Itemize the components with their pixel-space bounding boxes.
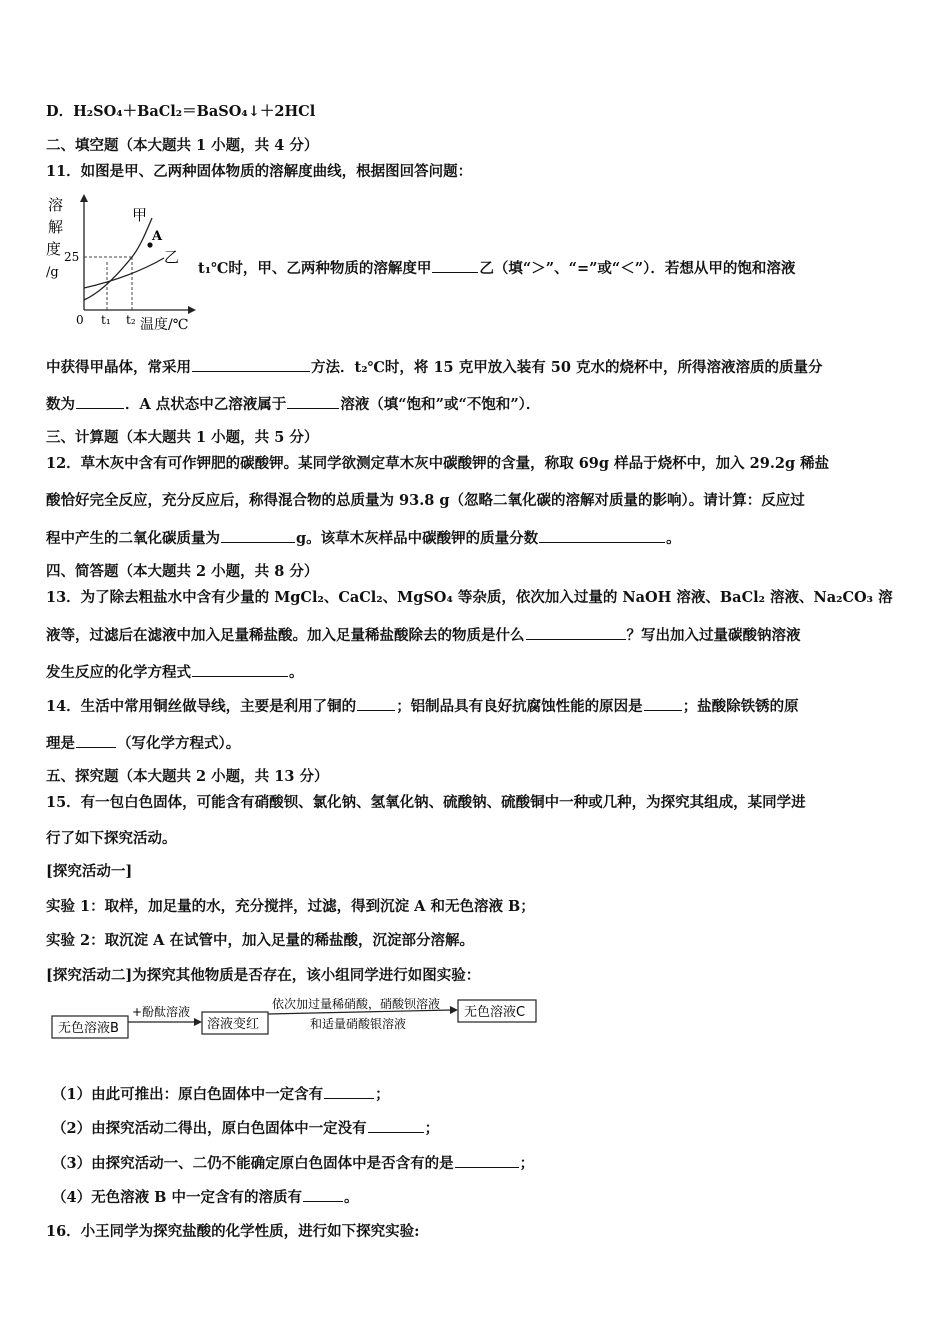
flow-arrow-1-label: +酚酞溶液 bbox=[132, 1005, 191, 1019]
answer-blank[interactable] bbox=[644, 696, 682, 711]
q14-text-e: （写化学方程式）。 bbox=[117, 735, 241, 752]
answer-blank[interactable] bbox=[76, 394, 124, 409]
answer-blank[interactable] bbox=[357, 696, 395, 711]
q11-text-d: 方法．t₂℃时，将 15 克甲放入装有 50 克水的烧杯中，所得溶液溶质的质量分 bbox=[311, 359, 823, 376]
ylabel-4: /g bbox=[46, 265, 59, 280]
flow-arrow-2-bottom: 和适量硝酸银溶液 bbox=[310, 1017, 407, 1031]
sub-question-2 bbox=[52, 1118, 439, 1139]
answer-blank[interactable] bbox=[76, 733, 116, 748]
y-tick-25: 25 bbox=[64, 250, 80, 264]
q11-line1 bbox=[198, 258, 795, 279]
x-axis-label: 温度/℃ bbox=[140, 317, 189, 332]
curve-yi bbox=[84, 258, 164, 288]
point-a-label: A bbox=[152, 229, 163, 244]
sub-question-4 bbox=[52, 1187, 358, 1208]
q13-text-d: 。 bbox=[289, 664, 304, 681]
q11-text-c: 中获得甲晶体，常采用 bbox=[46, 359, 191, 376]
curve-jia bbox=[84, 218, 152, 300]
q11-text-e: 数为 bbox=[46, 396, 75, 413]
section-3-title: 三、计算题（本大题共 1 小题，共 5 分） bbox=[46, 429, 319, 446]
section-4-title: 四、简答题（本大题共 2 小题，共 8 分） bbox=[46, 563, 319, 580]
x-axis-arrow bbox=[188, 306, 196, 314]
experiment-1: 实验 1：取样，加足量的水，充分搅拌，过滤，得到沉淀 A 和无色溶液 B； bbox=[46, 898, 535, 915]
answer-blank[interactable] bbox=[539, 528, 665, 543]
q11-stem: 11．如图是甲、乙两种固体物质的溶解度曲线，根据图回答问题： bbox=[46, 163, 473, 180]
q11-text-f: ．A 点状态中乙溶液属于 bbox=[125, 396, 287, 413]
sub3-text: （3）由探究活动一、二仍不能确定原白色固体中是否含有的是 bbox=[52, 1155, 454, 1172]
section-2-title: 二、填空题（本大题共 1 小题，共 4 分） bbox=[46, 137, 319, 154]
flow-arrowhead-1 bbox=[194, 1018, 202, 1026]
ylabel-3: 度 bbox=[46, 240, 62, 258]
q14-text-c: ；盐酸除铁锈的原 bbox=[682, 698, 799, 715]
q12-text-a: 程中产生的二氧化碳质量为 bbox=[46, 530, 220, 547]
answer-blank[interactable] bbox=[221, 528, 295, 543]
activity-1-title: [探究活动一] bbox=[46, 863, 133, 880]
q15-line1: 15．有一包白色固体，可能含有硝酸钡、氯化钠、氢氧化钠、硫酸钠、硫酸铜中一种或几种，为探究其组成，某同学进 bbox=[46, 794, 806, 811]
answer-blank[interactable] bbox=[526, 625, 626, 640]
x-tick-t2: t₂ bbox=[126, 313, 136, 327]
flow-box-1-label: 无色溶液B bbox=[58, 1021, 119, 1036]
sub2-end: ； bbox=[424, 1120, 440, 1137]
flow-box-2-label: 溶液变红 bbox=[207, 1017, 260, 1032]
sub4-text: （4）无色溶液 B 中一定含有的溶质有 bbox=[52, 1189, 302, 1206]
curve-jia-label: 甲 bbox=[132, 206, 148, 224]
experiment-flow-diagram bbox=[46, 996, 566, 1048]
sub1-end: ； bbox=[375, 1086, 390, 1103]
q15-line2: 行了如下探究活动。 bbox=[46, 830, 177, 847]
y-axis-arrow bbox=[80, 194, 88, 202]
q13-line1: 13．为了除去粗盐水中含有少量的 MgCl₂、CaCl₂、MgSO₄ 等杂质，依次加入过量的 NaOH 溶液、BaCl₂ 溶液、Na₂CO₃ 溶 bbox=[46, 589, 893, 606]
answer-blank[interactable] bbox=[324, 1084, 374, 1099]
q14-text-a: 14．生活中常用铜丝做导线，主要是利用了铜的 bbox=[46, 698, 357, 715]
q11-text-a: t₁℃时，甲、乙两种物质的溶解度甲 bbox=[198, 260, 432, 277]
q13-line3 bbox=[46, 662, 304, 683]
section-5-title: 五、探究题（本大题共 2 小题，共 13 分） bbox=[46, 768, 329, 785]
origin-label: 0 bbox=[76, 313, 84, 327]
answer-blank[interactable] bbox=[303, 1187, 343, 1202]
flow-box-3-label: 无色溶液C bbox=[464, 1005, 526, 1020]
q14-line2 bbox=[46, 733, 240, 754]
experiment-2: 实验 2：取沉淀 A 在试管中，加入足量的稀盐酸，沉淀部分溶解。 bbox=[46, 932, 474, 949]
q12-text-c: 。 bbox=[666, 530, 681, 547]
x-tick-t1: t₁ bbox=[101, 313, 111, 327]
answer-blank[interactable] bbox=[455, 1153, 519, 1168]
q13-text-c: 发生反应的化学方程式 bbox=[46, 664, 191, 681]
q12-line2: 酸恰好完全反应，充分反应后，称得混合物的总质量为 93.8 g（忽略二氧化碳的溶解对质量的影响）。请计算：反应过 bbox=[46, 492, 805, 509]
q11-line2 bbox=[46, 357, 822, 378]
q16: 16．小王同学为探究盐酸的化学性质，进行如下探究实验: bbox=[46, 1223, 420, 1240]
q13-text-a: 液等，过滤后在滤液中加入足量稀盐酸。加入足量稀盐酸除去的物质是什么 bbox=[46, 627, 525, 644]
q14-text-b: ；铝制品具有良好抗腐蚀性能的原因是 bbox=[396, 698, 643, 715]
q11-line3 bbox=[46, 394, 540, 415]
sub2-text: （2）由探究活动二得出，原白色固体中一定没有 bbox=[52, 1120, 367, 1137]
q13-line2 bbox=[46, 625, 801, 646]
option-d: D．H₂SO₄＋BaCl₂＝BaSO₄↓＋2HCl bbox=[46, 103, 316, 120]
sub-question-3 bbox=[52, 1153, 534, 1174]
sub1-text: （1）由此可推出：原白色固体中一定含有 bbox=[52, 1086, 324, 1103]
flow-arrow-2-top: 依次加过量稀硝酸，硝酸钡溶液 bbox=[272, 997, 441, 1011]
solubility-graph bbox=[40, 192, 200, 332]
q12-line3 bbox=[46, 528, 681, 549]
q12-text-b: g。该草木灰样品中碳酸钾的质量分数 bbox=[296, 530, 539, 547]
answer-blank[interactable] bbox=[192, 357, 310, 372]
answer-blank[interactable] bbox=[192, 662, 288, 677]
answer-blank[interactable] bbox=[432, 258, 478, 273]
answer-blank[interactable] bbox=[368, 1118, 424, 1133]
curve-yi-label: 乙 bbox=[164, 248, 180, 266]
q14-line1 bbox=[46, 696, 799, 717]
flow-arrowhead-2 bbox=[450, 1006, 458, 1014]
sub3-end: ； bbox=[519, 1155, 535, 1172]
q11-text-b: 乙（填“＞”、“=”或“＜”）．若想从甲的饱和溶液 bbox=[479, 260, 796, 277]
q14-text-d: 理是 bbox=[46, 735, 75, 752]
answer-blank[interactable] bbox=[287, 394, 339, 409]
q12-line1: 12．草木灰中含有可作钾肥的碳酸钾。某同学欲测定草木灰中碳酸钾的含量，称取 69g 样品于烧杯中，加入 29.2g 稀盐 bbox=[46, 455, 830, 472]
ylabel-2: 解 bbox=[48, 218, 64, 236]
ylabel-1: 溶 bbox=[48, 196, 64, 214]
sub-question-1 bbox=[52, 1084, 390, 1105]
sub4-end: 。 bbox=[343, 1189, 359, 1206]
q13-text-b: ？写出加入过量碳酸钠溶液 bbox=[626, 627, 801, 644]
activity-2: [探究活动二]为探究其他物质是否存在，该小组同学进行如图实验： bbox=[46, 967, 481, 984]
q11-text-g: 溶液（填“饱和”或“不饱和”）． bbox=[340, 396, 541, 413]
